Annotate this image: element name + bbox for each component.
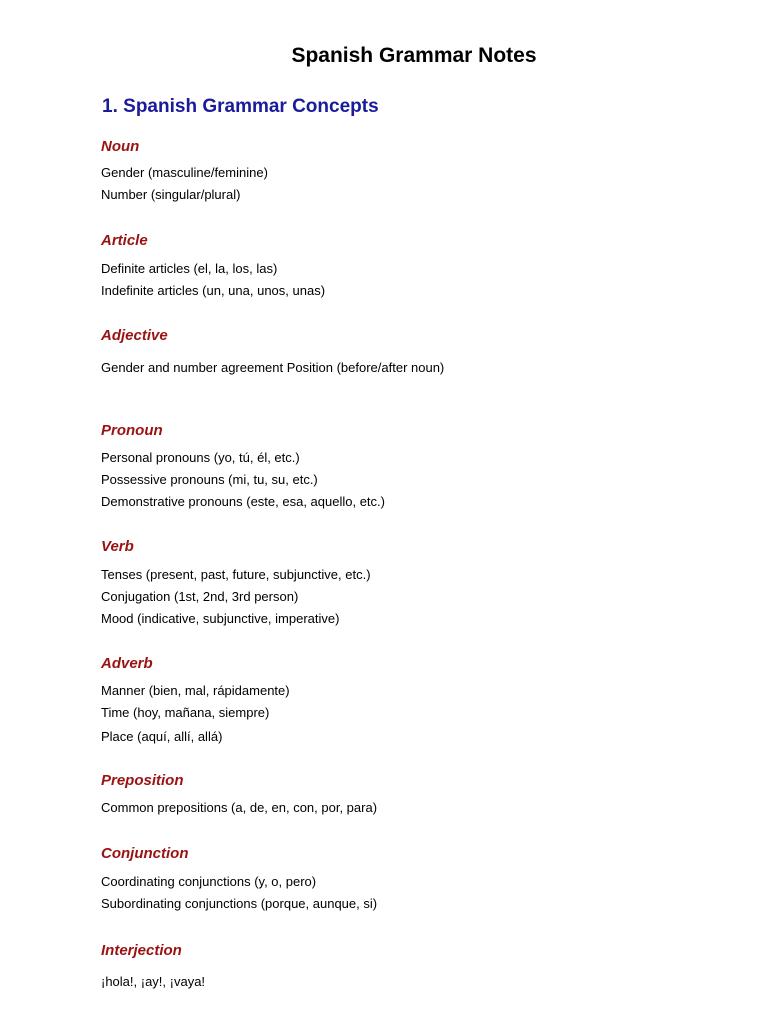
list-item: Mood (indicative, subjunctive, imperative) bbox=[101, 611, 340, 626]
category-item-list bbox=[101, 447, 701, 513]
list-item: Subordinating conjunctions (porque, aunque, si) bbox=[101, 896, 378, 911]
category-item-list bbox=[101, 680, 701, 750]
category-noun bbox=[101, 138, 701, 206]
category-item-list bbox=[101, 258, 701, 302]
category-item-list bbox=[101, 357, 701, 379]
category-heading: Conjunction bbox=[101, 845, 189, 862]
list-item: Manner (bien, mal, rápidamente) bbox=[101, 683, 290, 698]
list-item: Common prepositions (a, de, en, con, por, para) bbox=[101, 800, 378, 815]
list-item: Conjugation (1st, 2nd, 3rd person) bbox=[101, 589, 299, 604]
category-item-list bbox=[101, 564, 701, 630]
category-article bbox=[101, 232, 701, 302]
category-adverb bbox=[101, 655, 701, 750]
list-item: Indefinite articles (un, una, unos, unas) bbox=[101, 283, 326, 298]
list-item: Demonstrative pronouns (este, esa, aquello, etc.) bbox=[101, 494, 385, 509]
category-heading: Verb bbox=[101, 538, 134, 555]
category-heading: Adverb bbox=[101, 655, 153, 672]
list-item: Definite articles (el, la, los, las) bbox=[101, 261, 278, 276]
category-heading: Adjective bbox=[101, 327, 168, 344]
category-item-list bbox=[101, 971, 701, 993]
list-item: Gender and number agreement Position (before/after noun) bbox=[101, 360, 445, 375]
list-item: Personal pronouns (yo, tú, él, etc.) bbox=[101, 450, 300, 465]
list-item: Place (aquí, allí, allá) bbox=[101, 729, 223, 744]
list-item: Possessive pronouns (mi, tu, su, etc.) bbox=[101, 472, 318, 487]
list-item: Time (hoy, mañana, siempre) bbox=[101, 705, 270, 720]
list-item: Tenses (present, past, future, subjunctive, etc.) bbox=[101, 567, 371, 582]
section-title: Spanish Grammar Concepts bbox=[123, 96, 379, 117]
category-item-list bbox=[101, 162, 701, 206]
category-pronoun bbox=[101, 422, 701, 513]
category-verb bbox=[101, 538, 701, 630]
list-item: ¡hola!, ¡ay!, ¡vaya! bbox=[101, 974, 206, 989]
list-item: Gender (masculine/feminine) bbox=[101, 165, 268, 180]
section-heading bbox=[102, 95, 379, 119]
category-heading: Noun bbox=[101, 138, 140, 155]
section-number: 1. bbox=[102, 96, 118, 117]
category-heading: Interjection bbox=[101, 942, 182, 959]
category-heading: Article bbox=[101, 232, 148, 249]
document-title: Spanish Grammar Notes bbox=[291, 44, 537, 67]
category-interjection bbox=[101, 942, 701, 993]
category-heading: Pronoun bbox=[101, 422, 163, 439]
category-item-list bbox=[101, 871, 701, 915]
category-conjunction bbox=[101, 845, 701, 915]
category-item-list bbox=[101, 797, 701, 819]
list-item: Number (singular/plural) bbox=[101, 187, 241, 202]
category-adjective bbox=[101, 327, 701, 379]
list-item: Coordinating conjunctions (y, o, pero) bbox=[101, 874, 317, 889]
category-preposition bbox=[101, 772, 701, 819]
category-heading: Preposition bbox=[101, 772, 184, 789]
